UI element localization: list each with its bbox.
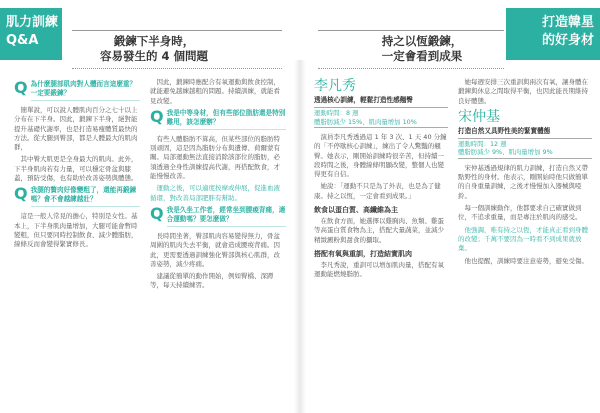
page-title-right-line2: 一定會看到成果: [381, 49, 463, 63]
q-icon: Q: [14, 78, 28, 97]
question-1-text: 為什麼腿部肌肉對人體而言這麼重？一定要鍛鍊？: [31, 80, 140, 101]
right-column-1: [314, 78, 448, 408]
section-header-left: [0, 8, 62, 60]
page-gutter: [294, 60, 306, 413]
page-title-right-line1: 持之以恆鍛鍊，: [381, 34, 463, 48]
section-header-right-line1: 打造韓星: [541, 15, 594, 30]
highlight-paragraph: 他強調，唯有持之以恆，才能真正看到身體的改變；千萬不要因為一時看不到成果就放棄。: [458, 225, 588, 253]
q-icon: Q: [14, 184, 28, 204]
section-header-left-line1: 肌力訓練: [6, 15, 59, 30]
page-title-left-line2: 容易發生的 4 個問題: [99, 49, 208, 63]
person-2-role: 打造自然又具野性美的緊實體態: [458, 126, 551, 135]
paragraph: 她每週安排三次重訓與兩次有氧，讓身體在鍛鍊與休息之間取得平衡，也因此能長期維持良好體態。: [458, 78, 588, 105]
title-rule-right-bottom: [318, 68, 504, 69]
question-3: [150, 106, 286, 130]
question-4-text: 我是久坐工作者，經常坐到腰痠背痛，適合運動嗎？要怎麼做？: [167, 206, 286, 227]
subheading-1: 飲食以蛋白質、高纖維為主: [314, 206, 398, 215]
page-title-left: [84, 34, 224, 64]
paragraph: 演員李凡秀透過這 1 年 3 次、1 天 40 分鐘的「不停歇核心訓練」，練出了令人驚豔的翹臀。她表示，剛開始訓練時很辛苦，但持續一段時間之後，身體線條明顯改變，整個人也變得更有自信。: [314, 133, 447, 179]
paragraph: 她說：「運動不只是為了外表，也是為了健康。持之以恆，一定會看到成果。」: [314, 182, 441, 200]
subheading-2: 搭配有氧與重訓，打造結實肌肉: [314, 249, 412, 258]
person-1-name: 李凡秀: [314, 78, 356, 94]
paragraph: 宋仲基透過規律的肌力訓練，打造自然又帶點野性的身材。他表示，剛開始時他只做簡單的自身重量訓練，之後才慢慢加入器械與啞鈴。: [458, 163, 588, 200]
title-rule-left-bottom: [72, 68, 282, 69]
page-title-left-line1: 鍛鍊下半身時，: [113, 34, 195, 48]
paragraph: 每一個訓練動作，他都要求自己確實做到位，不追求重量，而是專注於肌肉的感受。: [458, 204, 582, 222]
highlight-paragraph: 運動之後，可以適度按摩或伸展，促進血液循環，對改善局部肥胖有幫助。: [150, 184, 280, 202]
section-header-right: [506, 8, 600, 60]
paragraph: 其中臀大肌更是全身最大的肌肉。此外，下半身肌肉若有力量，可以穩定骨盆與膝蓋，預防受傷，也有助於改善姿勢與體態。: [14, 155, 138, 183]
question-2: [14, 186, 140, 207]
paragraph: 簡單說，可以說人體肌肉百分之七十以上分布在下半身。因此，鍛鍊下半身，絕對能提升基礎代謝率，也是打造易瘦體質最快的方法。從大腿到臀部，都是人體最大的肌肉群，: [14, 106, 138, 152]
q-icon: Q: [150, 203, 164, 223]
question-3-text: 我是中等身材，但有些部位脂肪還是特別難甩，該怎麼辦？: [167, 109, 286, 130]
person-1-stats: 運動時間：8 週 體脂肪減少 15%、肌肉量增加 10%: [314, 107, 448, 128]
paragraph: 長時間坐著，臀部肌肉容易變得無力，骨盆周圍的肌肉失去平衡，就會造成腰痠背痛。因此，更需要透過訓練強化臀部與核心肌群，改善姿勢，減少疼痛。: [150, 231, 280, 268]
left-column-1: [14, 78, 140, 408]
section-header-left-line2: Q&A: [6, 33, 39, 48]
right-column-2: [458, 78, 592, 408]
person-2-name: 宋仲基: [458, 108, 500, 125]
paragraph: 李凡秀說，重訓可以增加肌肉量，搭配有氧運動能燃燒脂肪。: [314, 260, 444, 279]
section-header-right-line2: 的好身材: [541, 33, 594, 48]
question-1: [14, 80, 140, 101]
person-2-stats: 運動時間：12 週 體脂肪減少 9%、肌肉量增加 9%: [458, 138, 592, 159]
left-column-2: [150, 78, 286, 408]
person-1-role: 透過核心訓練，輕鬆打造性感翹臀: [314, 96, 413, 104]
question-4: [150, 203, 286, 227]
title-rule-right-top: [318, 30, 504, 31]
paragraph: 因此，鍛鍊時應配合有氧運動與飲食控制，就能避免越練越粗的問題。持續訓練，就能看見改變。: [150, 78, 280, 105]
question-2-text: 我腿的贅肉好像變粗了，還能再鍛鍊嗎？會不會越練越壯？: [31, 186, 140, 207]
q-icon: Q: [150, 106, 164, 126]
paragraph: 建議從簡單的動作開始，例如臀橋、深蹲等，每天持續練習。: [150, 272, 274, 290]
paragraph: 有些人體脂肪不算高，但某些部位的脂肪特別頑固，這是因為脂肪分布與遺傳、荷爾蒙有關。局部運動無法直接消除該部位的脂肪，必須透過全身性訓練提高代謝，再搭配飲食，才能慢慢改善。: [150, 134, 280, 181]
paragraph: 他也提醒，訓練時要注意姿勢，避免受傷。: [464, 256, 588, 265]
paragraph: 這是一般人常見的擔心，特別是女性。基本上，下半身肌肉量增加，大腿可能會暫時變粗，但只要同時控制飲食、減少體脂肪，線條反而會變得緊實修長。: [14, 212, 138, 249]
paragraph: 在飲食方面，她選擇以雞胸肉、魚類、雞蛋等高蛋白質食物為主，搭配大量蔬菜，並減少精緻澱粉與甜食的攝取。: [314, 217, 444, 244]
page-title-right: [362, 34, 482, 64]
title-rule-left-top: [72, 30, 282, 31]
